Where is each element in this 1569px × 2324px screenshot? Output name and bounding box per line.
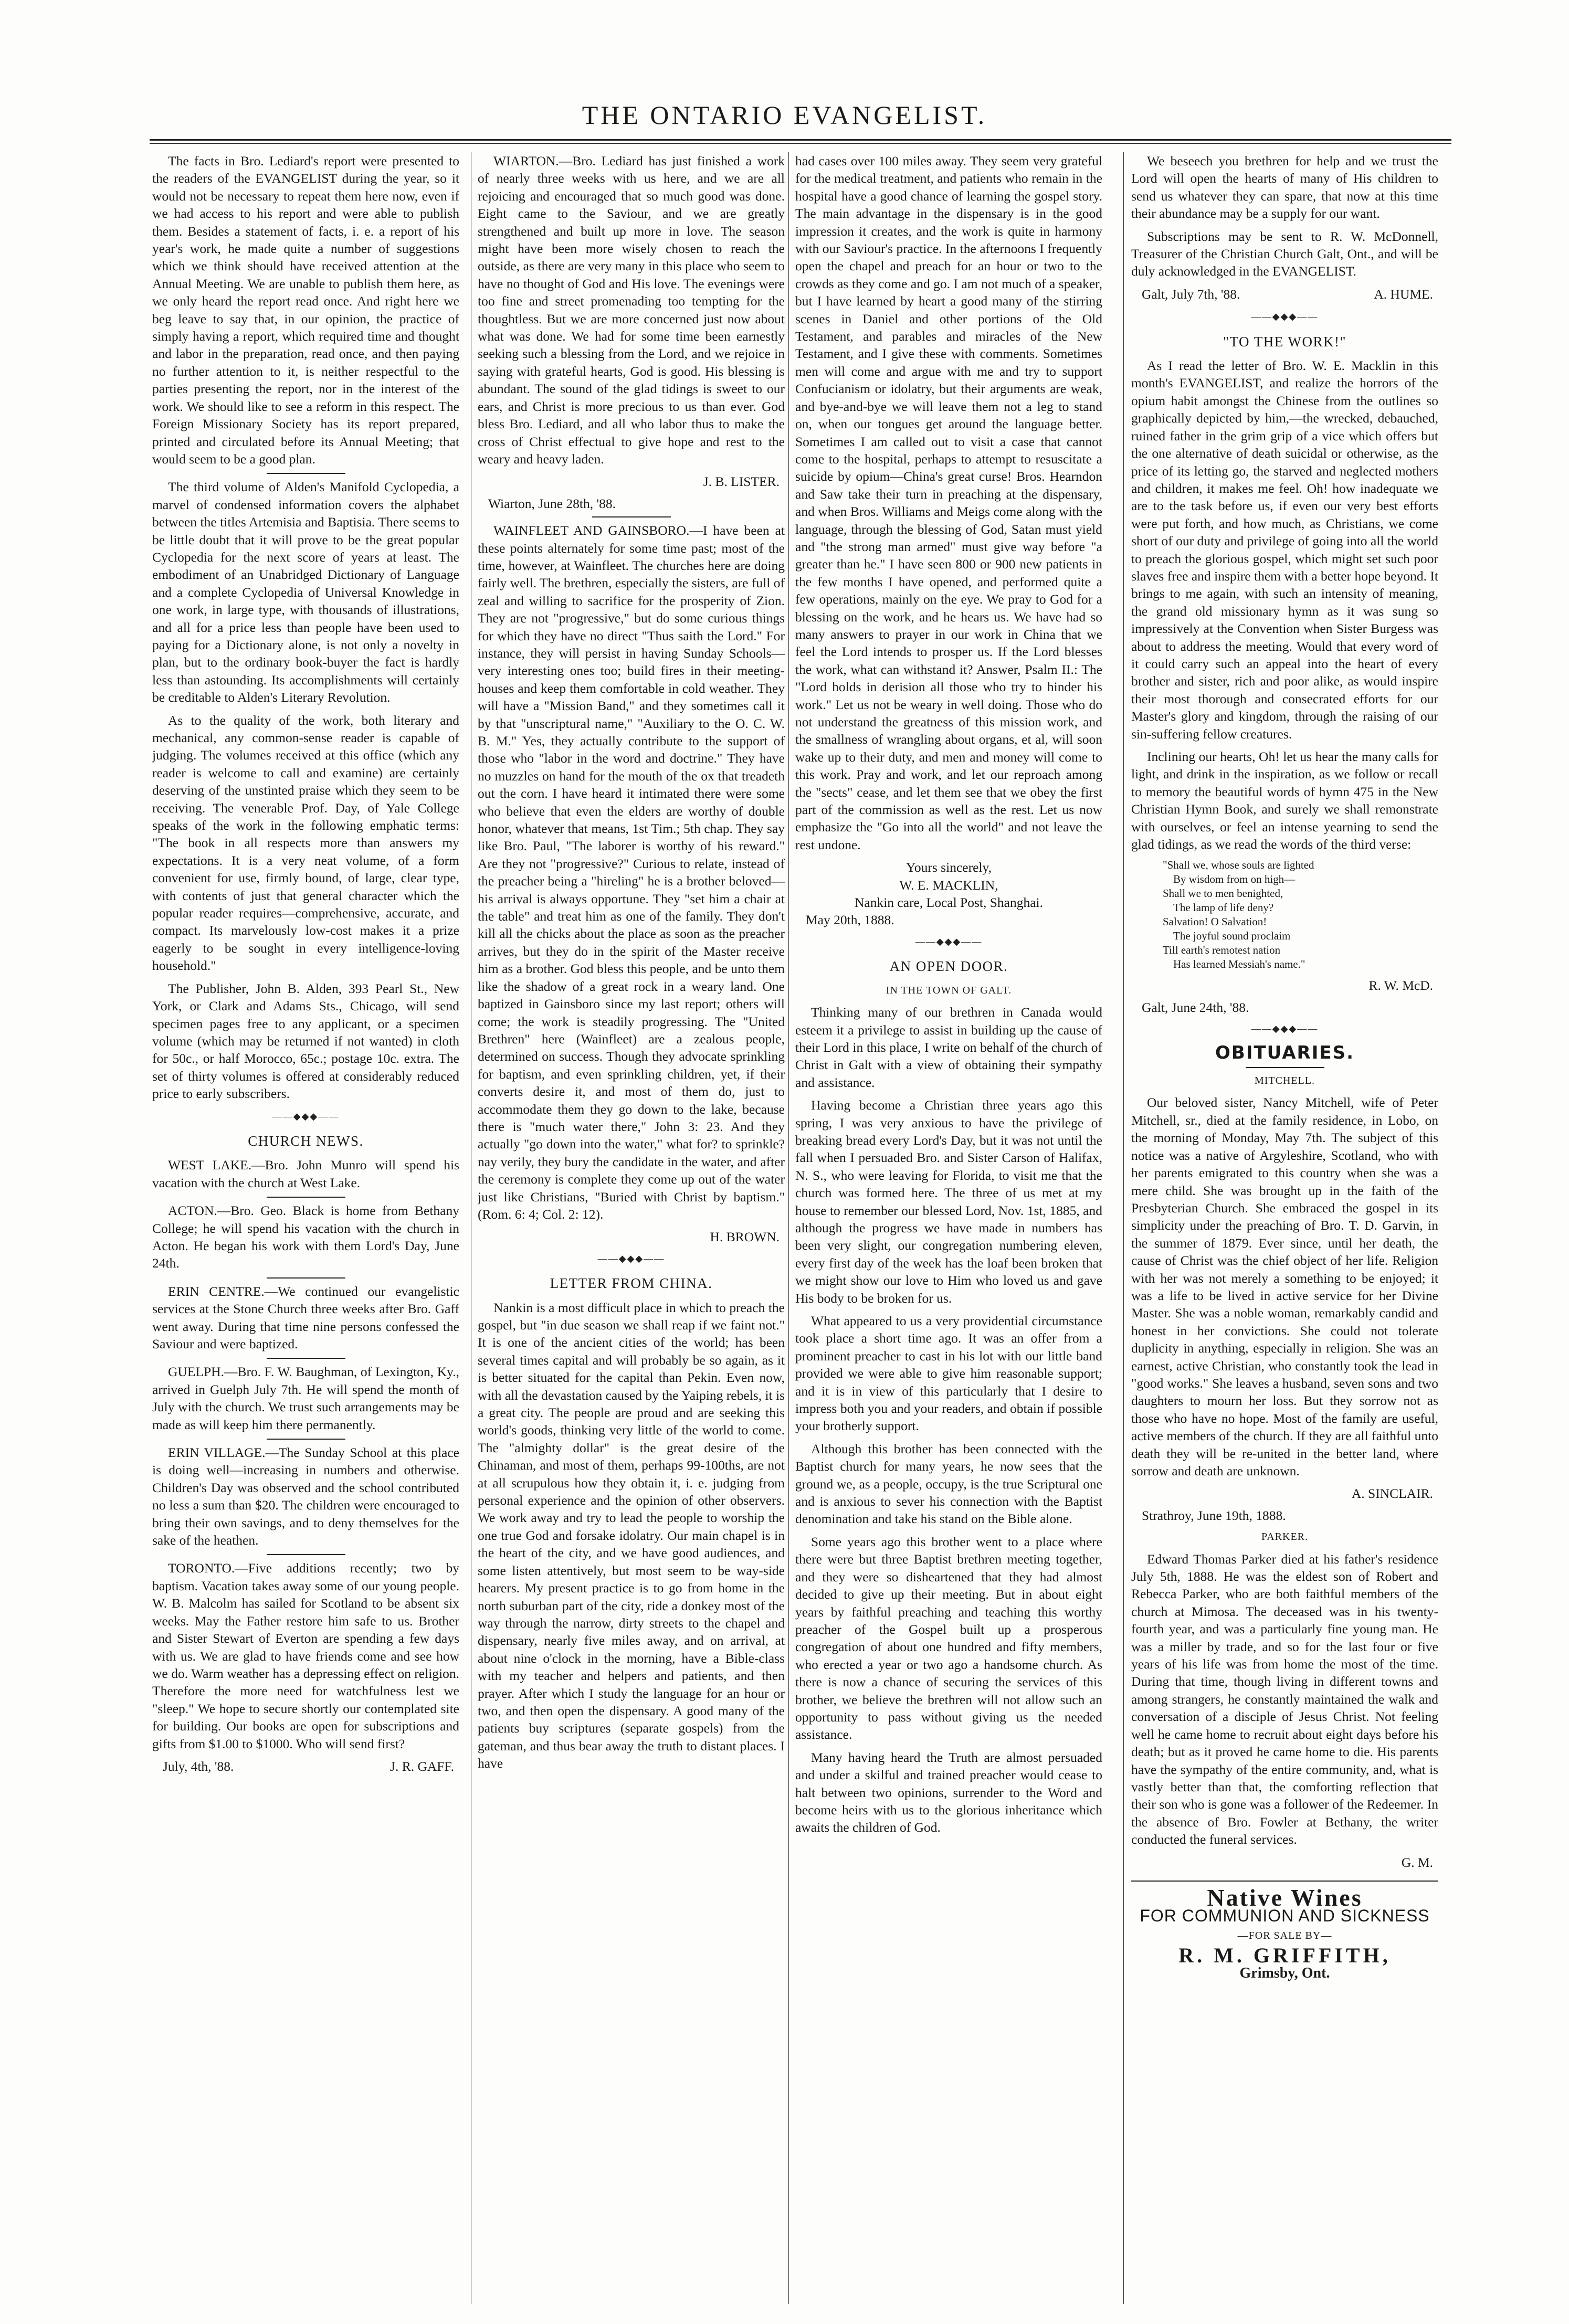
news-signature: H. BROWN.	[710, 1229, 780, 1245]
letter-paragraph: Nankin is a most difficult place in which to preach the gospel, but "in due season we shall reap if we faint not." It is one of the ancient cities of the world; has been several times capital and will probably be so again, as it is better situated for the capital than Pekin. Even now, with all the devastation caused by the Yaiping rebels, it is a great city. The people are proud and are seeking this world's goods, thinking very little of the world to come. The "almighty dollar" is the great desire of the Chinaman, and most of them, perhaps 99-100ths, are not at all scrupulous how they obtain it, i. e. judging from personal experience and the opinion of other observers. We work away and try to lead the people to worship the one true God and forsake idolatry. Our main chapel is in the heart of the city, and we have good audiences, and some listen attentively, but most seem to be way-side hearers. My present practice is to go from home in the north suburban part of the city, ride a donkey most of the way through the narrow, dirty streets to the chapel and dispensary, nearly five miles away, and on arrival, at about nine o'clock in the morning, have a Bible-class with my teacher and helpers and patients, and then prayer. After which I study the language for an hour or two, and then open the dispensary. A good many of the patients buy scriptures (separate gospels) from the gateman, and thus bear away the truth to distant places. I have	[478, 1300, 785, 1771]
column-4	[1131, 152, 1438, 2309]
letter-date: May 20th, 1888.	[806, 912, 894, 928]
signature-line	[1131, 286, 1438, 303]
article-paragraph: Inclining our hearts, Oh! let us hear the many calls for light, and drink in the inspiration, as we follow or recall to memory the beautiful words of hymn 475 in the New Christian Hymn Book, and surely we shall remonstrate with ourselves, or feel an intense yearning to send the glad tidings, as we read the words of the third verse:	[1131, 749, 1438, 852]
obituary-paragraph: Edward Thomas Parker died at his father's residence July 5th, 1888. He was the eldest son of Robert and Rebecca Parker, who are both faithful members of the church at Mimosa. The deceased was in his twenty-fourth year, and was a particularly fine young man. He was a miller by trade, and so for the last four or five years of his life was from home the most of the time. During that time, though living in different towns and among strangers, he constantly maintained the walk and conversation of a disciple of Jesus Christ. Not feeling well he came home to recruit about eight days before his death; but as it proved he came home to die. His parents have the sympathy of the entire community, and, what is vastly better than that, the comforting reflection that their son who is gone was a follower of the Redeemer. In the absence of Bro. Fowler at Bethany, the writer conducted the funeral services.	[1131, 1551, 1438, 1847]
obituary-signature: G. M.	[1401, 1854, 1433, 1870]
ad-sale-line: —FOR SALE BY—	[1237, 1929, 1332, 1941]
news-place-date: Wiarton, June 28th, '88.	[488, 495, 616, 511]
news-item: GUELPH.—Bro. F. W. Baughman, of Lexington, Ky., arrived in Guelph July 7th. He will spend the month of July with the church. We trust such arrangements may be made as will keep him there permanently.	[152, 1364, 459, 1432]
hymn-line: Shall we to men benighted,	[1163, 887, 1283, 900]
obituary-paragraph: Our beloved sister, Nancy Mitchell, wife of Peter Mitchell, sr., died at the family residence, in Lobo, on the morning of Monday, May 7th. The subject of this notice was a native of Argyleshire, Scotland, who with her parents emigrated to this country when she was a mere child. She was brought up in the faith of the Presbyterian Church. She embraced the gospel in its simplicity under the preaching of Bro. T. D. Garvin, in the summer of 1879. Ever since, until her death, the cause of Christ was the chief object of her life. Religion with her was not merely a something to be enjoyed; it was a life to be lived in active service for her Divine Master. She was a noble woman, remarkably candid and honest in her convictions. She could not tolerate duplicity in anything, especially in religion. She was an earnest, active Christian, who constantly took the lead in "good works." She leaves a husband, seven sons and two daughters to mourn her loss. But they sorrow not as those who have no hope. Most of the family are useful, active members of the church. If they are all faithful unto death they will be re-united in the better land, where sorrow and death are unknown.	[1131, 1095, 1438, 1478]
masthead-rule-thin	[150, 143, 1451, 144]
article-paragraph: Subscriptions may be sent to R. W. McDonnell, Treasurer of the Christian Church Galt, Ont., and will be duly acknowledged in the EVANGELIST.	[1131, 228, 1438, 279]
article-paragraph: Thinking many of our brethren in Canada would esteem it a privilege to assist in building up the cause of their Lord in this place, I write on behalf of the church of Christ in Galt with a view of obtaining their sympathy and assistance.	[795, 1005, 1102, 1090]
wine-advertisement	[1131, 1881, 1438, 1982]
separator	[267, 473, 345, 474]
article-paragraph: Some years ago this brother went to a place where there were but three Baptist brethren meeting together, and they were so disheartened that they had almost decided to give up their meeting. But in about eight years by faithful preaching and teaching this worthy preacher of the Gospel built up a prosperous congregation of about one hundred and fifty members, who erected a year or two ago a handsome church. As there is now a chance of securing the services of this brother, we believe the brethren will not allow such an opportunity to pass without giving us the needed assistance.	[795, 1534, 1102, 1742]
ornament-divider: ——◆◆◆——	[1251, 311, 1319, 322]
news-signature: J. B. LISTER.	[703, 474, 780, 490]
editorial-paragraph: As to the quality of the work, both literary and mechanical, any common-sense reader is capable of judging. The volumes received at this office (which any reader is welcome to call and examine) are certainly deserving of the unstinted praise which they seem to be receiving. The venerable Prof. Day, of Yale College speaks of the work in the following emphatic terms: "The book in all respects more than answers my expectations. It is a very neat volume, of a form convenient for use, firmly bound, of large, clear type, with contents of just that general character which the popular reader requires—comprehensive, accurate, and compact. Its marvelously low-cost makes it a prize eagerly to be sought in every intelligence-loving household."	[152, 712, 459, 974]
ad-title: Native Wines	[1207, 1884, 1363, 1911]
open-door-heading: AN OPEN DOOR.	[889, 958, 1008, 975]
article-date: Galt, July 7th, '88.	[1142, 286, 1240, 302]
obituary-name-heading: MITCHELL.	[1254, 1075, 1315, 1087]
column-1	[152, 152, 459, 2309]
news-item: ERIN CENTRE.—We continued our evangelistic services at the Stone Church three weeks after Bro. Gaff went away. During that time nine persons confessed the Saviour and were baptized.	[152, 1283, 459, 1351]
ad-seller-name: R. M. GRIFFITH,	[1178, 1943, 1391, 1968]
ad-subtitle: FOR COMMUNION AND SICKNESS	[1140, 1906, 1430, 1926]
article-signature: A. HUME.	[1374, 286, 1433, 302]
news-item: ERIN VILLAGE.—The Sunday School at this place is doing well—increasing in numbers and otherwise. Children's Day was observed and the school contributed no less a sum than $20. The children were encouraged to bring their own savings, and to deny themselves for the sake of the heathen.	[152, 1445, 459, 1548]
article-paragraph: As I read the letter of Bro. W. E. Macklin in this month's EVANGELIST, and realize the horrors of the opium habit amongst the Chinese from the outlines so graphically depicted by him,—the wrecked, debauched, ruined father in the grim grip of a vice which offers but the one alternative of death suicidal or otherwise, as the price of its letting go, the starved and neglected mothers and children, it makes me feel. Oh! how inadequate we are to the task before us, if even our very best efforts were put forth, and how much, as Christians, we come short of our duty and privilege of going into all the world to preach the glorious gospel, which might set such poor slaves free and inspire them with a better hope beyond. It brings to me again, with such an intensity of meaning, the grand old missionary hymn as it was sung so impressively at the Convention when Sister Burgess was about to address the meeting. Would that every word of it could carry such an appeal into the heart of every brother and sister, rich and poor alike, as would inspire their most thorough and consecrated efforts for our Master's glory and kingdom, through the raising of our sin-suffering fellow creatures.	[1131, 358, 1438, 742]
column-3	[795, 152, 1102, 2309]
to-the-work-heading: "TO THE WORK!"	[1223, 333, 1347, 350]
separator	[592, 516, 671, 517]
column-divider	[1123, 152, 1124, 2304]
hymn-line: The joyful sound proclaim	[1173, 929, 1291, 943]
separator	[267, 1197, 345, 1198]
ornament-divider: ——◆◆◆——	[915, 936, 983, 947]
letter-paragraph: had cases over 100 miles away. They seem very grateful for the medical treatment, and patients who remain in the hospital have a good chance of learning the gospel story. The main advantage in the dispensary is in the good impression it creates, and the work is quite in harmony with our Saviour's practice. In the afternoons I frequently open the chapel and preach for an hour or two to the crowds as they come and go. I am not much of a speaker, but I have learned by heart a good many of the stirring scenes in Daniel and other portions of the Old Testament, and parables and miracles of the New Testament, and I give these with comments. Sometimes men will come and argue with me and try to support Confucianism or idolatry, but their arguments are weak, and bye-and-bye we will leave them not a leg to stand on, when our tongues get around the language better. Sometimes I am called out to visit a case that cannot come to the hospital, perhaps to attempt to resuscitate a suicide by opium—China's great curse! Bros. Hearndon and Saw take their turn in preaching at the dispensary, and when Bros. Williams and Meigs come along with the language, through the blessing of God, Satan must yield and "the strong man armed" must give way before "a greater than he." I have seen 800 or 900 new patients in the few months I have opened, and performed quite a few operations, mainly on the eye. We pray to God for a blessing on the work, and he hears us. We have had so many answers to prayer in our work in China that we feel the Lord intends to prosper us. If the Lord blesses the work, what can withstand it? Answer, Psalm II.: The "Lord holds in derision all those who try to hinder his work." Let us not be weary in well doing. Those who do not understand the greatness of this mission work, and the smallness of wrangling about organs, et al, will soon wake up to their duty, and men and money will come to this work. Pray and work, and let our reproach among the "sects" cease, and let them see that we obey the first part of the commission as well as the rest. Let us now emphasize the "Go into all the world" and not leave the rest undone.	[795, 153, 1102, 852]
news-date: July, 4th, '88.	[163, 1758, 234, 1774]
column-2	[478, 152, 785, 2309]
ad-seller-town: Grimsby, Ont.	[1239, 1964, 1330, 1981]
masthead: THE ONTARIO EVANGELIST.	[582, 100, 987, 130]
article-paragraph: Many having heard the Truth are almost persuaded and under a skilful and trained preacher would cease to halt between two opinions, surrender to the Word and become heirs with us to the glorious inheritance which awaits the children of God.	[795, 1749, 1102, 1835]
article-paragraph: What appeared to us a very providential circumstance took place a short time ago. It was an offer from a prominent preacher to cast in his lot with our little band provided we were able to give him reasonable support; and it is in view of this particularly that I desire to impress both you and your readers, and obtain if possible your brotherly support.	[795, 1313, 1102, 1434]
article-paragraph: Although this brother has been connected with the Baptist church for many years, he now sees that the ground we, as a people, occupy, is the true Scriptural one and is anxious to sever his connection with the Baptist denomination and take his stand on the Bible alone.	[795, 1441, 1102, 1527]
ornament-divider: ——◆◆◆——	[597, 1253, 665, 1264]
article-signature: R. W. McD.	[1368, 978, 1433, 994]
letter-signature: W. E. MACKLIN,	[899, 877, 998, 893]
editorial-paragraph: The facts in Bro. Lediard's report were presented to the readers of the EVANGELIST during the year, so it would not be necessary to repeat them here now, even if we had access to his report and were able to publish them. Besides a statement of facts, i. e. a report of his year's work, he made quite a number of suggestions which we think should have received attention at the Annual Meeting. We are unable to publish them here, as we only heard the report read once. And right here we beg leave to say that, in our opinion, the practice of simply having a report, which required time and thought and labor in the preparation, read once, and then paying no further attention to it, is neither respectful to the parties presenting the report, nor in the interest of the work. We should like to see a reform in this respect. The Foreign Missionary Society has its report prepared, printed and circulated before its Annual Meeting; that would seem to be a good plan.	[152, 153, 459, 467]
letter-closing: Yours sincerely,	[906, 860, 992, 875]
editorial-paragraph: The Publisher, John B. Alden, 393 Pearl St., New York, or Clark and Adams Sts., Chicago, will send specimen pages free to any applicant, or a specimen volume (which may be returned if not wanted) in cloth for 50c., or half Morocco, 65c.; postage 10c. extra. The set of thirty volumes is offered at considerably reduced price to early subscribers.	[152, 980, 459, 1102]
separator	[1246, 1067, 1324, 1068]
open-door-subheading: IN THE TOWN OF GALT.	[886, 984, 1012, 996]
news-signature: J. R. GAFF.	[390, 1758, 454, 1774]
separator	[267, 1554, 345, 1555]
separator	[267, 1358, 345, 1359]
column-divider	[788, 152, 789, 2304]
separator	[267, 1277, 345, 1279]
news-item: ACTON.—Bro. Geo. Black is home from Bethany College; he will spend his vacation with the church in Acton. He began his work with them Lord's Day, June 24th.	[152, 1203, 459, 1271]
news-item: WAINFLEET AND GAINSBORO.—I have been at these points alternately for some time past; most of the time, however, at Wainfleet. The churches here are doing fairly well. The brethren, especially the sisters, are full of zeal and willing to sacrifice for the prosperity of Zion. They are not "progressive," but do some curious things for which they have no direct "Thus saith the Lord." For instance, they will persist in having Sunday Schools—very interesting ones too; build fires in their meeting-houses and keep them comfortable in cold weather. They will have a "Mission Band," and they sometimes call it by that "unscriptural name," "Auxiliary to the O. C. W. B. M." Yes, they actually contribute to the support of those who "labor in the word and doctrine." They have no muzzles on hand for the mouth of the ox that treadeth out the corn. I have heard it intimated there were some who believe that even the elders are worthy of double honor, whatever that means, 1st Tim.; 5th chap. They say like Bro. Paul, "The laborer is worthy of his reward." Are they not "progressive?" Curious to relate, instead of the preacher being a "hireling" he is a brother beloved—his arrival is always opportune. They "set him a chair at the table" and treat him as one of the family. They don't kill all the chicks about the place as soon as the preacher arrives, but they do in the spirit of the Master receive him as a brother. God bless this people, and be unto them like the shadow of a great rock in a weary land. One baptized in Gainsboro since my last report; others will come; the work is steadily progressing. The "United Brethren" here (Wainfleet) are a zealous people, determined on success. Though they advocate sprinkling for baptism, and even sprinkling children, yet, if their converts desire it, and most of them do, just to accommodate them they go down to the lake, because there is "much water there," John 3: 23. And they actually "go down into the water," what for? to sprinkle? nay verily, they bury the candidate in the water, and after the ceremony is complete they come up out of the water just like Christians, "Buried with Christ by baptism." (Rom. 6: 4; Col. 2: 12).	[478, 523, 785, 1222]
news-item: WEST LAKE.—Bro. John Munro will spend his vacation with the church at West Lake.	[152, 1157, 459, 1190]
china-letter-heading: LETTER FROM CHINA.	[550, 1275, 713, 1292]
obituary-place-date: Strathroy, June 19th, 1888.	[1142, 1507, 1286, 1523]
ornament-divider: ——◆◆◆——	[272, 1111, 340, 1122]
editorial-paragraph: The third volume of Alden's Manifold Cyclopedia, a marvel of condensed information covers the alphabet between the titles Artemisia and Baptisia. There seems to be little doubt that it will prove to be the great popular Cyclopedia for the next score of years at least. The embodiment of an Unabridged Dictionary of Language and a complete Cyclopedia of Universal Knowledge in one work, in large type, with thousands of illustrations, and all for a price less than people have been used to paying for a Dictionary alone, is not only a novelty in plan, but to the ordinary book-buyer the fact is hardly less than astounding. Its accomplishments will certainly be creditable to Alden's Literary Revolution.	[152, 479, 459, 705]
hymn-verse	[1163, 858, 1438, 971]
ornament-divider: ——◆◆◆——	[1251, 1023, 1319, 1034]
church-news-heading: CHURCH NEWS.	[248, 1133, 364, 1149]
hymn-line: Has learned Messiah's name."	[1173, 958, 1305, 971]
hymn-line: Till earth's remotest nation	[1163, 944, 1281, 957]
obituaries-heading: OBITUARIES.	[1215, 1042, 1354, 1063]
hymn-line: By wisdom from on high—	[1173, 873, 1296, 886]
hymn-line: The lamp of life deny?	[1173, 901, 1274, 914]
separator	[267, 1439, 345, 1440]
news-item: TORONTO.—Five additions recently; two by baptism. Vacation takes away some of our young people. W. B. Malcolm has sailed for Scotland to be absent six weeks. May the Father restore him safe to us. Brother and Sister Stewart of Everton are spending a few days with us. We are glad to have friends come and see how we do. Warm weather has a depressing effect on religion. Therefore the more need for watchfulness lest we "sleep." We hope to secure shortly our contemplated site for building. Our books are open for subscriptions and gifts from $1.00 to $1000. Who will send first?	[152, 1560, 459, 1751]
hymn-line: "Shall we, whose souls are lighted	[1163, 859, 1314, 872]
masthead-rule	[150, 139, 1451, 141]
article-paragraph: Having become a Christian three years ago this spring, I was very anxious to have the privilege of breaking bread every Lord's Day, but it was not until the fall when I persuaded Bro. and Sister Carson of Halifax, N. S., who were leaving for Florida, to visit me that the church was formed here. The three of us met at my house to remember our blessed Lord, Nov. 1st, 1885, and although the progress we have made in numbers has been very slight, our congregation numbering eleven, every first day of the week has the loaf been broken that we might show our love to Him who loved us and gave His body to be broken for us.	[795, 1097, 1102, 1306]
article-place-date: Galt, June 24th, '88.	[1142, 999, 1249, 1015]
signature-line	[152, 1758, 459, 1775]
letter-address: Nankin care, Local Post, Shanghai.	[854, 895, 1044, 911]
obituary-signature: A. SINCLAIR.	[1351, 1486, 1433, 1502]
article-paragraph: We beseech you brethren for help and we trust the Lord will open the hearts of many of His children to send us whatever they can spare, that now at this time their abundance may be a supply for our want.	[1131, 153, 1438, 221]
news-item: WIARTON.—Bro. Lediard has just finished a work of nearly three weeks with us here, and we are all rejoicing and encouraged that so much good was done. Eight came to the Saviour, and we are greatly strengthened and built up more in love. The season might have been more wisely chosen to reach the outside, as there are very many in this place who seem to have no thought of God and His love. The evenings were too fine and street promenading too tempting for the thoughtless. But we are more concerned just now about what was done. We had for some time been earnestly seeking such a blessing from the Lord, and we rejoice in saying with grateful hearts, God is good. His blessing is abundant. The sound of the glad tidings is sweet to our ears, and Christ is more precious to us than ever. God bless Bro. Lediard, and all who labor thus to make the cross of Christ effectual to give hope and rest to the weary and heavy laden.	[478, 153, 785, 467]
hymn-line: Salvation! O Salvation!	[1163, 915, 1267, 928]
obituary-name-heading: PARKER.	[1261, 1531, 1309, 1543]
